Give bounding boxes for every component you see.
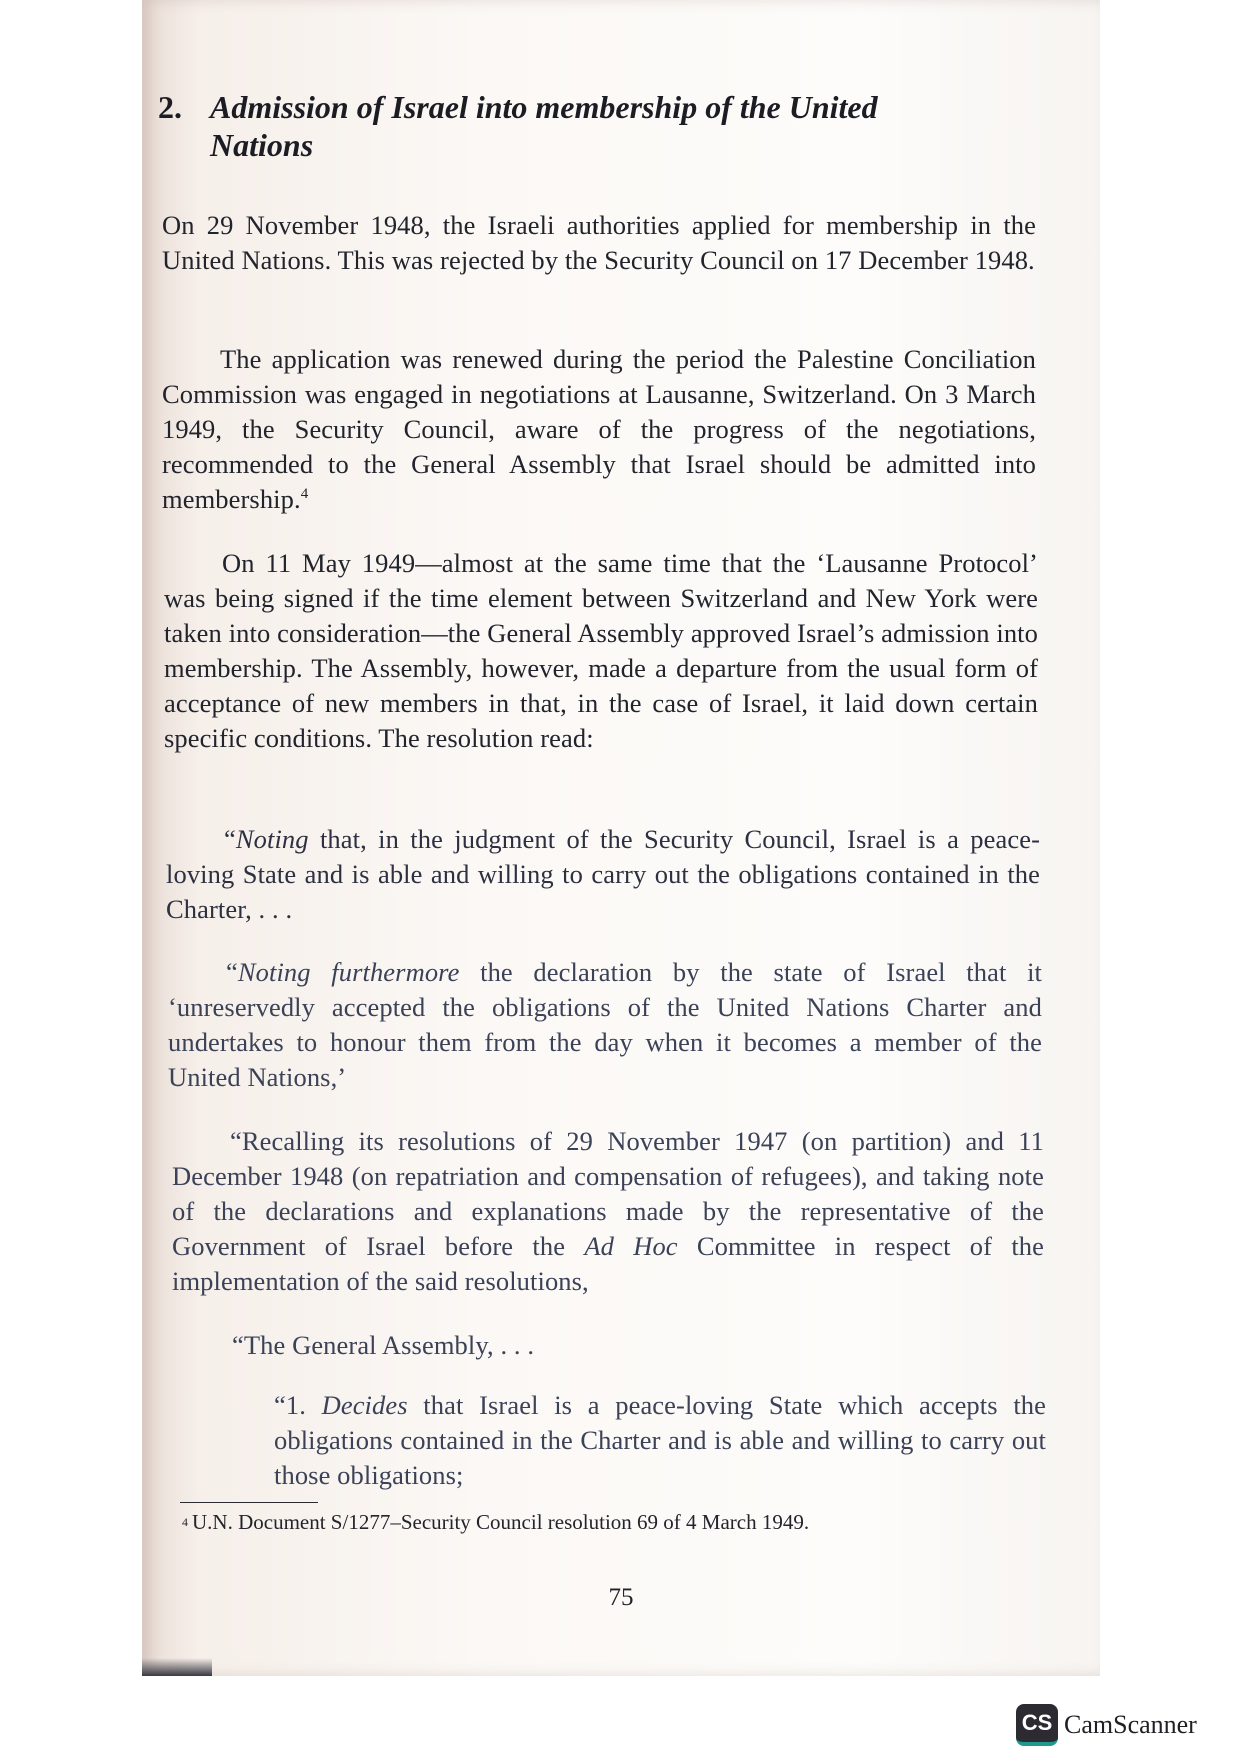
quote-emphasis-noting: Noting	[235, 824, 309, 854]
footnote-divider	[180, 1502, 318, 1503]
footnote	[182, 1508, 1062, 1536]
quote-emphasis-noting-furthermore: Noting furthermore	[237, 957, 460, 987]
quote-decides	[274, 1388, 1046, 1493]
page-number: 75	[608, 1584, 634, 1611]
footnote-marker: 4	[182, 1515, 188, 1529]
quote-emphasis-ad-hoc: Ad Hoc	[584, 1231, 678, 1261]
quote-noting-furthermore	[168, 955, 1042, 1095]
quote-recalling-text-a: “Recalling its resolutions of 29 November 1947 (on partition) and 11 December 1948 (on repatriation and compensation of refugees), and taking note of the declarations and explanations made by the representative of the Government of Israel before the	[172, 1126, 1044, 1261]
camscanner-logo-icon: CS	[1016, 1704, 1058, 1746]
quote-mark: “	[226, 957, 238, 987]
quote-noting-text: that, in the judgment of the Security Council, Israel is a peace-loving State and is able and willing to carry out the obligations contained in the Charter, . . .	[166, 824, 1040, 924]
book-page	[142, 0, 1100, 1676]
quote-general-assembly: “The General Assembly, . . .	[232, 1330, 535, 1360]
footnote-text: U.N. Document S/1277–Security Council resolution 69 of 4 March 1949.	[192, 1510, 810, 1534]
quote-decides-text: that Israel is a peace-loving State which accepts the obligations contained in the Charter and is able and willing to carry out those obligations;	[274, 1390, 1046, 1490]
quote-noting	[166, 822, 1040, 927]
quote-noting-furthermore-text: the declaration by the state of Israel that it ‘unreservedly accepted the obligations of the United Nations Charter and undertakes to honour them from the day when it becomes a member of the United Nations,’	[168, 957, 1042, 1092]
camscanner-watermark	[1016, 1704, 1197, 1746]
quote-item-number: “1.	[274, 1390, 322, 1420]
paragraph-admission: On 11 May 1949—almost at the same time that the ‘Lausanne Protocol’ was being signed if the time element between Switzerland and New York were taken into consideration—the General Assembly approved Israel’s admission into membership. The Assembly, however, made a departure from the usual form of acceptance of new members in that, in the case of Israel, it laid down certain specific conditions. The resolution read:	[164, 548, 1038, 753]
section-number: 2.	[158, 89, 182, 125]
quote-recalling	[172, 1124, 1044, 1299]
section-title: Admission of Israel into membership of the United Nations	[210, 89, 878, 163]
paragraph-application: On 29 November 1948, the Israeli authorities applied for membership in the United Nations. This was rejected by the Security Council on 17 December 1948.	[162, 210, 1036, 275]
camscanner-wordmark: CamScanner	[1064, 1710, 1197, 1739]
page-edge-shadow	[142, 1658, 212, 1676]
quote-emphasis-decides: Decides	[321, 1390, 408, 1420]
paragraph-renewal-text: The application was renewed during the period the Palestine Conciliation Commission was engaged in negotiations at Lausanne, Switzerland. On 3 March 1949, the Security Council, aware of the progress of the negotiations, recommended to the General Assembly that Israel should be admitted into membership.	[162, 344, 1036, 514]
paragraph-renewal	[162, 342, 1036, 517]
quote-mark: “	[224, 824, 236, 854]
quote-recalling-text-b: Committee in respect of the implementation of the said resolutions,	[172, 1231, 1044, 1296]
footnote-reference: 4	[300, 486, 309, 502]
